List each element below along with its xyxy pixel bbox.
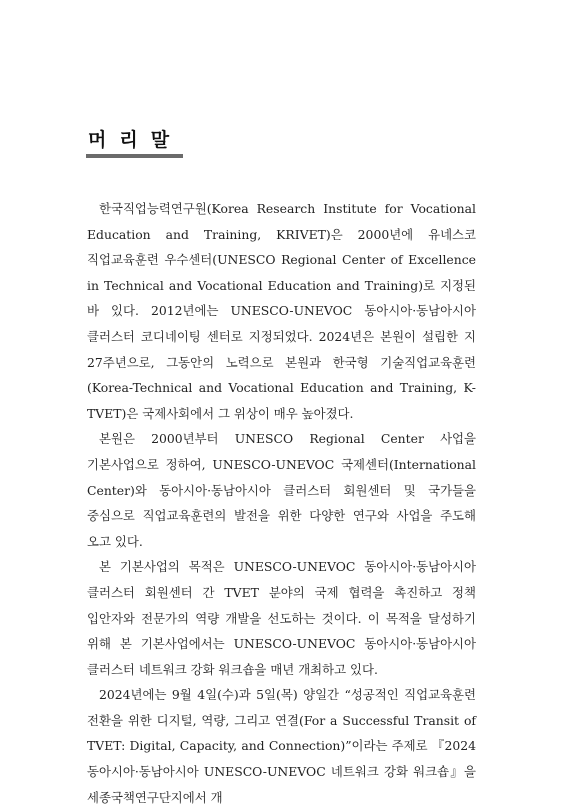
title-underline xyxy=(86,154,183,158)
preface-body xyxy=(87,196,476,810)
paragraph: 한국직업능력연구원(Korea Research Institute for Vocational Education and Training, KRIVET)은 2000년에 유네스코 직업교육훈련 우수센터(UNESCO Regional Center of Excellence in Technical and Vocational Education and Training)로 지정된 바 있다. 2012년에는 UNESCO-UNEVOC 동아시아·동남아시아 클러스터 코디네이팅 센터로 지정되었다. 2024년은 본원이 설립한 지 27주년으로, 그동안의 노력으로 본원과 한국형 기술직업교육훈련(Korea-Technical and Vocational Education and Training, K-TVET)은 국제사회에서 그 위상이 매우 높아졌다. xyxy=(87,201,476,421)
paragraph: 2024년에는 9월 4일(수)과 5일(목) 양일간 “성공적인 직업교육훈련 전환을 위한 디지털, 역량, 그리고 연결(For a Successful Transit of TVET: Digital, Capacity, and Connection)”이라는 주제로 『2024 동아시아·동남아시아 UNESCO-UNEVOC 네트워크 강화 워크숍』을 세종국책연구단지에서 개 xyxy=(87,687,476,805)
paragraph: 본 기본사업의 목적은 UNESCO-UNEVOC 동아시아·동남아시아 클러스터 회원센터 간 TVET 분야의 국제 협력을 촉진하고 정책 입안자와 전문가의 역량 개발을 선도하는 것이다. 이 목적을 달성하기 위해 본 기본사업에서는 UNESCO-UNEVOC 동아시아·동남아시아 클러스터 네트워크 강화 워크숍을 매년 개최하고 있다. xyxy=(87,559,476,677)
paragraph: 본원은 2000년부터 UNESCO Regional Center 사업을 기본사업으로 정하여, UNESCO-UNEVOC 국제센터(International Center)와 동아시아·동남아시아 클러스터 회원센터 및 국가들을 중심으로 직업교육훈련의 발전을 위한 다양한 연구와 사업을 주도해 오고 있다. xyxy=(87,431,476,549)
page-title: 머리말 xyxy=(88,129,183,151)
